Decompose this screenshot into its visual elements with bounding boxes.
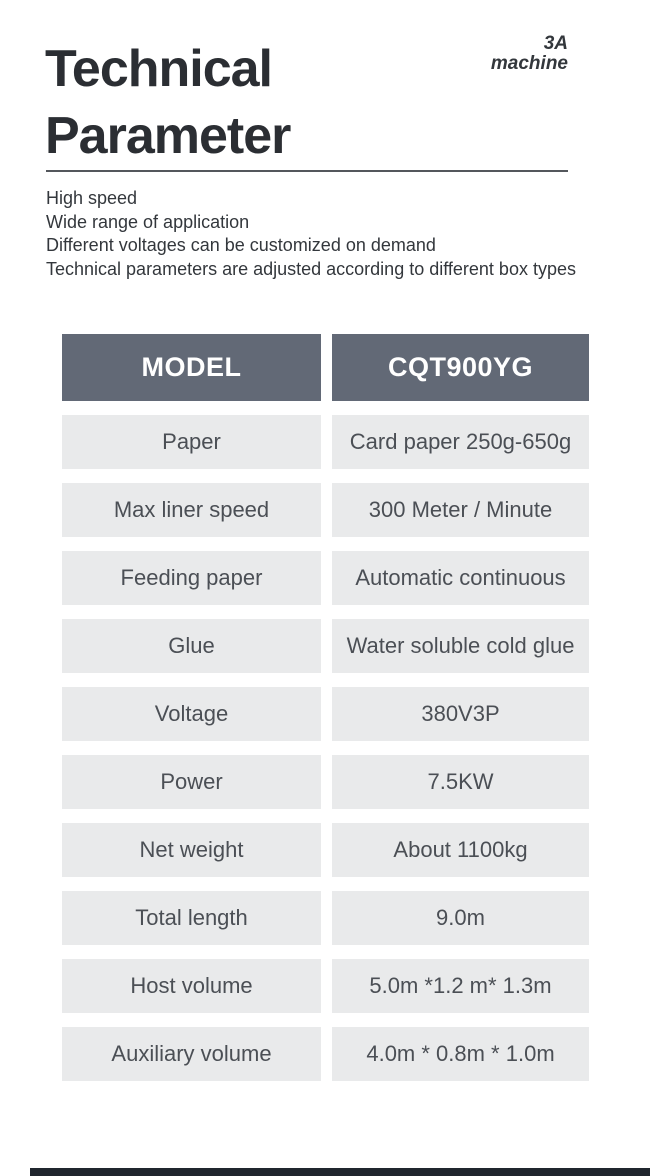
row-label: Total length xyxy=(62,891,321,945)
table-row xyxy=(62,619,589,673)
page-title-line1: Technical xyxy=(45,40,273,98)
row-value: About 1100kg xyxy=(332,823,589,877)
bottom-accent-bar xyxy=(30,1168,650,1176)
table-row xyxy=(62,1027,589,1081)
row-label: Auxiliary volume xyxy=(62,1027,321,1081)
feature-line: Different voltages can be customized on demand xyxy=(46,235,436,255)
feature-list xyxy=(46,187,576,281)
row-label: Power xyxy=(62,755,321,809)
brand-mark-line2: machine xyxy=(490,53,568,74)
table-row xyxy=(62,959,589,1013)
table-row xyxy=(62,891,589,945)
table-header-row xyxy=(62,334,589,401)
row-value: Automatic continuous xyxy=(332,551,589,605)
row-value: Card paper 250g-650g xyxy=(332,415,589,469)
feature-line: Wide range of application xyxy=(46,211,250,232)
table-row xyxy=(62,415,589,469)
page-title xyxy=(45,36,290,170)
brand-mark xyxy=(491,34,568,74)
row-label: Max liner speed xyxy=(62,483,321,537)
row-value: Water soluble cold glue xyxy=(332,619,589,673)
spec-table xyxy=(62,334,589,1081)
table-row xyxy=(62,483,589,537)
row-label: Voltage xyxy=(62,687,321,741)
row-value: 5.0m *1.2 m* 1.3m xyxy=(332,959,589,1013)
table-row xyxy=(62,687,589,741)
row-label: Host volume xyxy=(62,959,321,1013)
brand-mark-line1: 3A xyxy=(543,33,568,54)
table-header-model-value: CQT900YG xyxy=(332,334,589,401)
row-label: Net weight xyxy=(62,823,321,877)
feature-line: High speed xyxy=(46,188,138,208)
table-row xyxy=(62,755,589,809)
row-value: 380V3P xyxy=(332,687,589,741)
table-header-model: MODEL xyxy=(62,334,321,401)
row-label: Paper xyxy=(62,415,321,469)
row-label: Feeding paper xyxy=(62,551,321,605)
page-title-line2: Parameter xyxy=(45,107,291,165)
title-divider xyxy=(46,170,568,172)
row-label: Glue xyxy=(62,619,321,673)
row-value: 9.0m xyxy=(332,891,589,945)
table-row xyxy=(62,823,589,877)
table-row xyxy=(62,551,589,605)
row-value: 4.0m * 0.8m * 1.0m xyxy=(332,1027,589,1081)
row-value: 7.5KW xyxy=(332,755,589,809)
row-value: 300 Meter / Minute xyxy=(332,483,589,537)
feature-line: Technical parameters are adjusted according to different box types xyxy=(46,258,576,279)
